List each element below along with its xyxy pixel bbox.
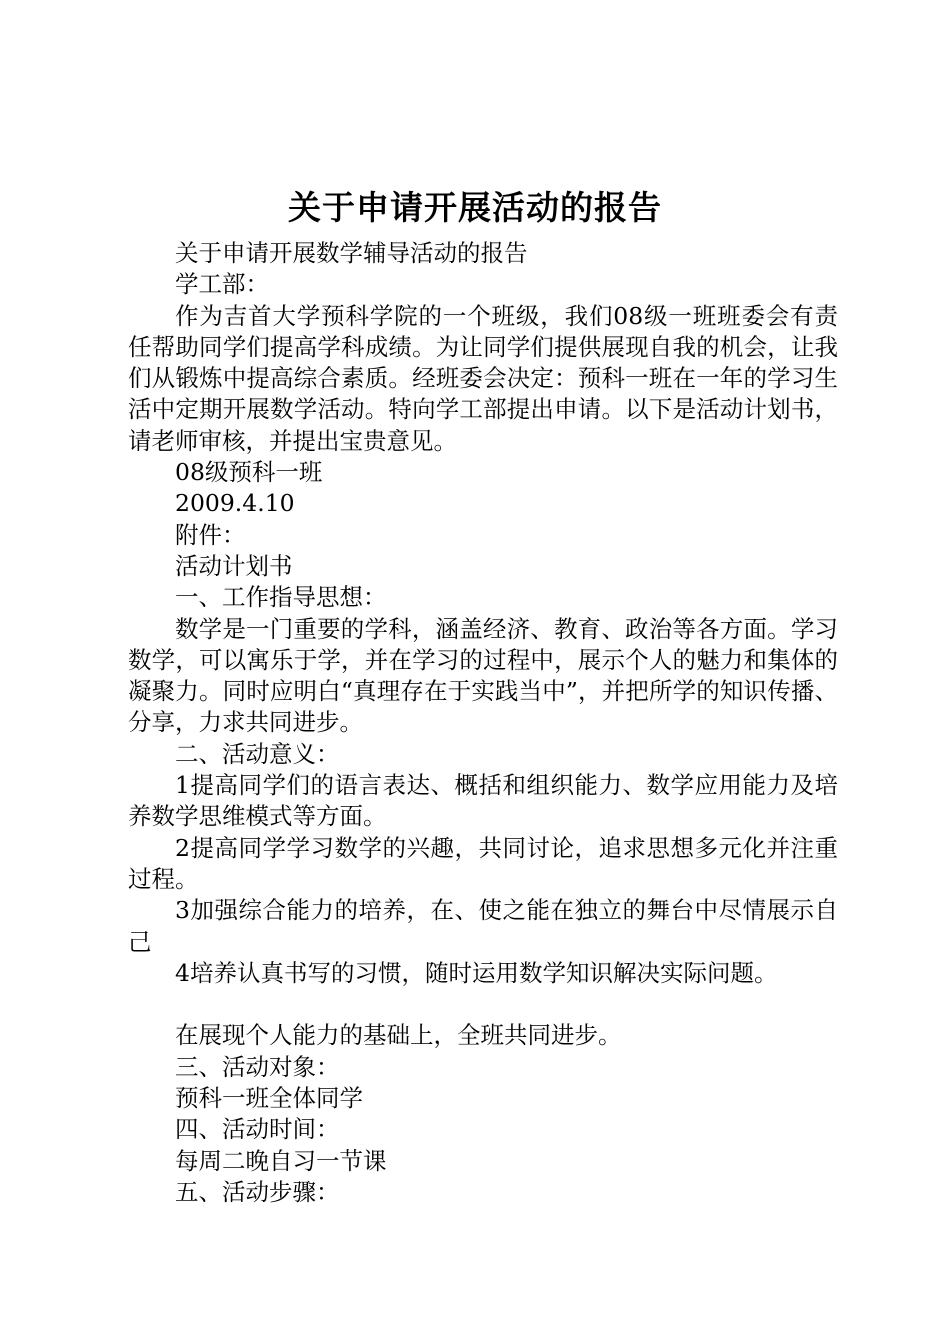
paragraph-intro: 作为吉首大学预科学院的一个班级，我们08级一班班委会有责任帮助同学们提高学科成绩。为让同学们提供展现自我的机会，让我们从锻炼中提高综合素质。经班委会决定：预科一班在一年的学习生活中定期开展数学活动。特向学工部提出申请。以下是活动计划书，请老师审核，并提出宝贵意见。: [128, 301, 838, 455]
heading-steps: 五、活动步骤：: [175, 1177, 340, 1206]
paragraph-report-subtitle: 关于申请开展数学辅导活动的报告: [175, 239, 528, 267]
paragraph-spacer: [128, 989, 838, 1020]
paragraph-plan-title: 活动计划书: [175, 551, 293, 580]
list-item-significance-3: 3加强综合能力的培养，在、使之能在独立的舞台中尽情展示自己: [128, 896, 838, 956]
list-item-significance-4: 4培养认真书写的习惯，随时运用数学知识解决实际问题。: [175, 958, 778, 987]
paragraph-time: 每周二晚自习一节课: [175, 1146, 387, 1175]
paragraph-attachment-label: 附件：: [175, 520, 246, 549]
heading-participants: 三、活动对象：: [175, 1052, 340, 1081]
document-body: [128, 238, 838, 1208]
paragraph-guiding-thought: 数学是一门重要的学科，涵盖经济、教育、政治等各方面。学习数学，可以寓乐于学，并在学习的过程中，展示个人的魅力和集体的凝聚力。同时应明白“真理存在于实践当中”，并把所学的知识传播、分享，力求共同进步。: [128, 614, 838, 737]
paragraph-participants: 预科一班全体同学: [175, 1084, 363, 1113]
paragraph-signature-class: 08级预科一班: [175, 458, 323, 487]
list-item-significance-2: 2提高同学学习数学的兴趣，共同讨论，追求思想多元化并注重过程。: [128, 833, 838, 893]
paragraph-common-progress: 在展现个人能力的基础上，全班共同进步。: [175, 1021, 622, 1050]
paragraph-date: 2009.4.10: [175, 489, 295, 518]
list-item-significance-1: 1提高同学们的语言表达、概括和组织能力、数学应用能力及培养数学思维模式等方面。: [128, 771, 838, 831]
document-title: 关于申请开展活动的报告: [288, 188, 662, 227]
heading-guiding-thought: 一、工作指导思想：: [175, 583, 387, 612]
heading-significance: 二、活动意义：: [175, 739, 340, 768]
paragraph-recipient: 学工部：: [175, 270, 269, 299]
heading-time: 四、活动时间：: [175, 1115, 340, 1144]
